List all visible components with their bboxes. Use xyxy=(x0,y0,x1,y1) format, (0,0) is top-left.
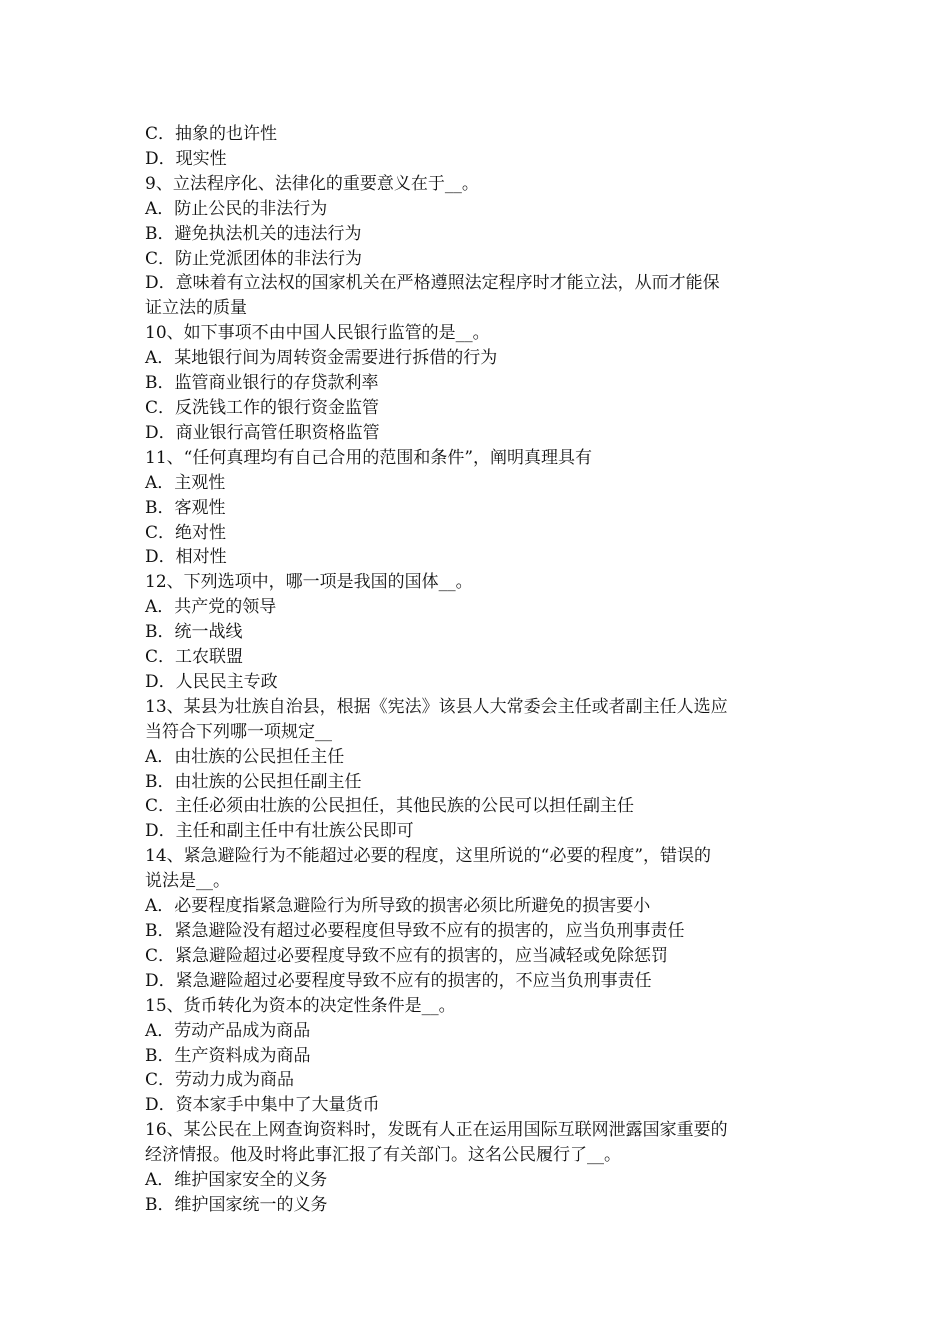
question-10: 10、如下事项不由中国人民银行监管的是__。 xyxy=(145,323,490,344)
option-c-line: C．绝对性 xyxy=(145,522,227,543)
option-d-line: D．相对性 xyxy=(145,547,227,568)
question-16-continuation: 经济情报。他及时将此事汇报了有关部门。这名公民履行了__。 xyxy=(145,1145,621,1166)
option-a-line: A．由壮族的公民担任主任 xyxy=(145,746,345,767)
option-d-line: D．紧急避险超过必要程度导致不应有的损害的，不应当负刑事责任 xyxy=(145,970,652,991)
option-d-line: D．人民民主专政 xyxy=(145,671,278,692)
question-13-continuation: 当符合下列哪一项规定__ xyxy=(145,721,332,742)
option-a-line: A．主观性 xyxy=(145,472,226,493)
option-a-line: A．防止公民的非法行为 xyxy=(145,198,328,219)
option-b-line: B．统一战线 xyxy=(145,622,243,643)
option-b-line: B．由壮族的公民担任副主任 xyxy=(145,771,362,792)
question-14: 14、紧急避险行为不能超过必要的程度，这里所说的“必要的程度”，错误的 xyxy=(145,846,712,867)
question-15: 15、货币转化为资本的决定性条件是__。 xyxy=(145,995,456,1016)
option-a-line: A．必要程度指紧急避险行为所导致的损害必须比所避免的损害要小 xyxy=(145,896,651,917)
option-d-line: D．现实性 xyxy=(145,148,227,169)
question-12: 12、下列选项中，哪一项是我国的国体__。 xyxy=(145,572,473,593)
option-d-line: D．商业银行高管任职资格监管 xyxy=(145,422,380,443)
option-a-line: A．共产党的领导 xyxy=(145,597,277,618)
option-b-line: B．紧急避险没有超过必要程度但导致不应有的损害的，应当负刑事责任 xyxy=(145,921,685,941)
option-d-line: D．资本家手中集中了大量货币 xyxy=(145,1095,380,1116)
question-9: 9、立法程序化、法律化的重要意义在于__。 xyxy=(145,173,479,194)
option-d-line: D．意味着有立法权的国家机关在严格遵照法定程序时才能立法，从而才能保 xyxy=(145,273,720,294)
option-c-line: C．防止党派团体的非法行为 xyxy=(145,248,363,269)
option-c-line: C．紧急避险超过必要程度导致不应有的损害的，应当减轻或免除惩罚 xyxy=(145,945,669,966)
question-13: 13、某县为壮族自治县，根据《宪法》该县人大常委会主任或者副主任人选应 xyxy=(145,696,728,717)
question-16: 16、某公民在上网查询资料时，发既有人正在运用国际互联网泄露国家重要的 xyxy=(145,1120,728,1141)
option-d-continuation: 证立法的质量 xyxy=(145,298,247,319)
option-c-line: C．抽象的也许性 xyxy=(145,124,278,144)
option-c-line: C．劳动力成为商品 xyxy=(145,1070,295,1091)
question-14-continuation: 说法是__。 xyxy=(145,871,230,892)
document-page xyxy=(145,122,810,1218)
option-b-line: B．客观性 xyxy=(145,497,226,518)
option-d-line: D．主任和副主任中有壮族公民即可 xyxy=(145,821,414,842)
option-b-line: B．监管商业银行的存贷款利率 xyxy=(145,373,379,394)
option-a-line: A．某地银行间为周转资金需要进行拆借的行为 xyxy=(145,348,498,369)
question-11: 11、“任何真理均有自己合用的范围和条件”，阐明真理具有 xyxy=(145,447,593,468)
option-b-line: B．避免执法机关的违法行为 xyxy=(145,223,362,244)
option-c-line: C．工农联盟 xyxy=(145,647,244,668)
option-c-line: C．主任必须由壮族的公民担任，其他民族的公民可以担任副主任 xyxy=(145,796,635,817)
option-a-line: A．维护国家安全的义务 xyxy=(145,1170,328,1191)
option-c-line: C．反洗钱工作的银行资金监管 xyxy=(145,397,380,418)
option-b-line: B．生产资料成为商品 xyxy=(145,1045,311,1066)
option-a-line: A．劳动产品成为商品 xyxy=(145,1020,311,1041)
option-b-line: B．维护国家统一的义务 xyxy=(145,1194,328,1215)
